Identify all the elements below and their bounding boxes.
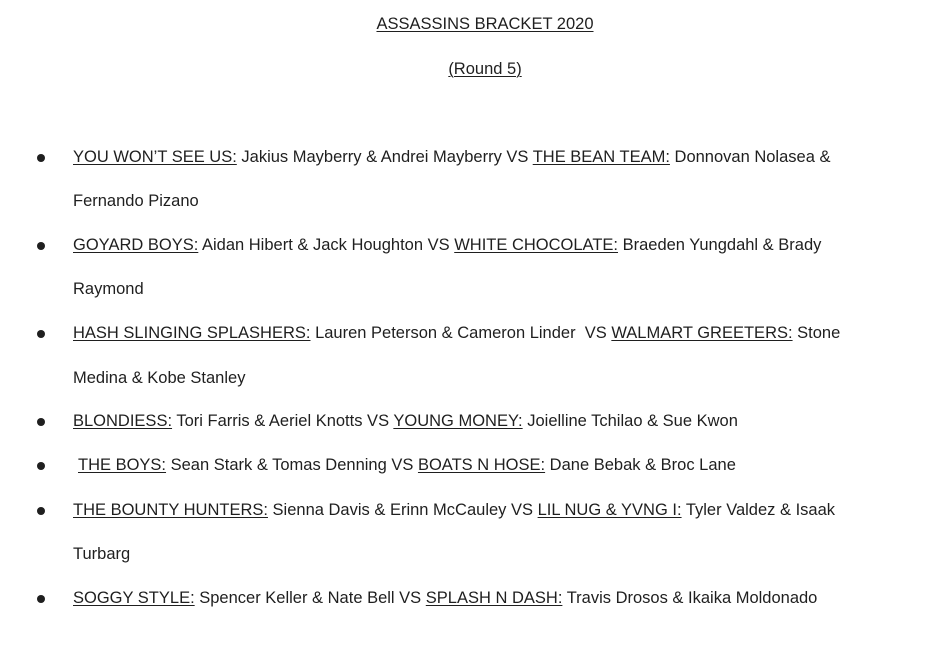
team1-name: BLONDIESS:	[73, 412, 173, 430]
team1-players: Jakius Mayberry & Andrei Mayberry VS	[236, 148, 533, 166]
team2-name: WHITE CHOCOLATE:	[454, 236, 619, 254]
team2-name: YOUNG MONEY:	[393, 412, 523, 430]
bullet-icon	[37, 330, 45, 338]
team2-name: LIL NUG & YVNG I:	[537, 501, 682, 519]
bullet-icon	[37, 507, 45, 515]
team1-name: THE BOYS:	[78, 456, 167, 474]
team1-name: THE BOUNTY HUNTERS:	[73, 501, 268, 519]
bullet-icon	[37, 154, 45, 162]
team2-players: Tyler Valdez & Isaak	[681, 501, 836, 519]
match-line	[73, 323, 840, 343]
team2-players: Joielline Tchilao & Sue Kwon	[522, 412, 738, 430]
team1-name: SOGGY STYLE:	[73, 589, 195, 607]
bullet-icon	[37, 462, 45, 470]
match-continuation: Fernando Pizano	[73, 192, 199, 210]
match-line	[73, 147, 830, 167]
team2-name: SPLASH N DASH:	[425, 589, 563, 607]
team2-players: Travis Drosos & Ikaika Moldonado	[562, 589, 818, 607]
match-line	[73, 411, 738, 431]
team2-players: Stone	[792, 324, 841, 342]
bullet-icon	[37, 595, 45, 603]
document-title: ASSASSINS BRACKET 2020	[376, 15, 594, 33]
match-line	[73, 235, 821, 255]
team1-players: Sean Stark & Tomas Denning VS	[166, 456, 418, 474]
team1-players: Tori Farris & Aeriel Knotts VS	[172, 412, 394, 430]
match-line	[73, 588, 817, 608]
match-line	[78, 455, 736, 475]
team1-players: Spencer Keller & Nate Bell VS	[194, 589, 426, 607]
team1-players: Aidan Hibert & Jack Houghton VS	[198, 236, 455, 254]
team1-name: HASH SLINGING SPLASHERS:	[73, 324, 311, 342]
match-line	[73, 500, 835, 520]
match-continuation: Medina & Kobe Stanley	[73, 369, 246, 387]
team2-players: Donnovan Nolasea &	[669, 148, 831, 166]
bullet-icon	[37, 418, 45, 426]
team1-name: GOYARD BOYS:	[73, 236, 199, 254]
team1-players: Sienna Davis & Erinn McCauley VS	[267, 501, 538, 519]
match-continuation: Turbarg	[73, 545, 131, 563]
team1-players: Lauren Peterson & Cameron Linder VS	[310, 324, 612, 342]
team2-name: WALMART GREETERS:	[611, 324, 793, 342]
team1-name: YOU WON’T SEE US:	[73, 148, 237, 166]
document-subtitle: (Round 5)	[448, 60, 522, 78]
team2-name: BOATS N HOSE:	[417, 456, 546, 474]
bullet-icon	[37, 242, 45, 250]
match-continuation: Raymond	[73, 280, 144, 298]
team2-players: Braeden Yungdahl & Brady	[618, 236, 822, 254]
team2-name: THE BEAN TEAM:	[532, 148, 670, 166]
team2-players: Dane Bebak & Broc Lane	[545, 456, 736, 474]
